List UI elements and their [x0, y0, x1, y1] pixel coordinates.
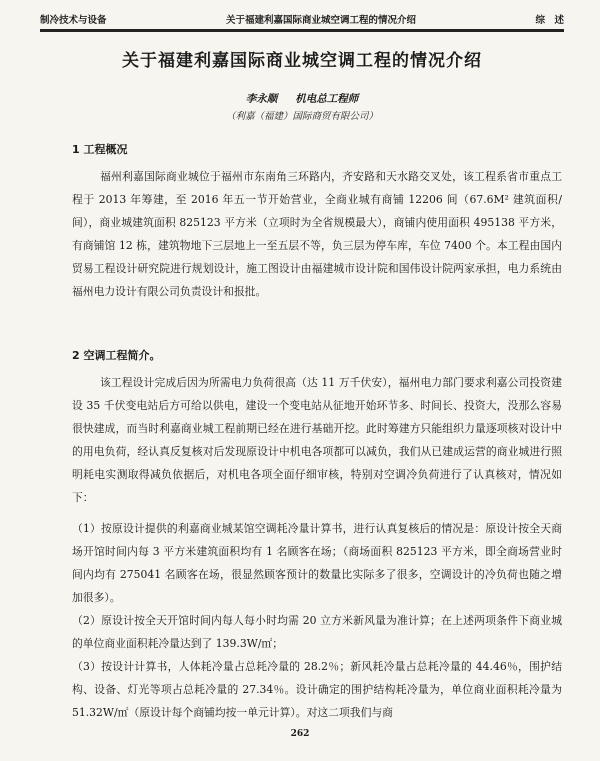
header-section: 综 述 [535, 15, 564, 26]
header-article-title: 关于福建利嘉国际商业城空调工程的情况介绍 [225, 15, 416, 26]
header-rule [40, 31, 564, 32]
author-name: 李永顺 [245, 93, 278, 105]
author-line [40, 91, 564, 106]
section-1-paragraph: 福州利嘉国际商业城位于福州市东南角三环路内，齐安路和天水路交叉处，该工程系省市重点工程于 2013 年筹建，至 2016 年五一节开始营业，全商业城有商铺 12206 间（67.6M² 建筑面积/间），商业城建筑面积 825123 平方米（立项时为全省规模最大），商铺内使用面积 495138 平方米，有商铺馆 12 栋，建筑物地下三层地上一至五层不等，负三层为停车库，车位 7400 个。本工程由国内贸易工程设计研究院进行规划设计，施工图设计由福建城市设计院和国伟设计院两家承担，电力系统由福州电力设计有限公司负责设计和报批。 [72, 170, 562, 299]
header-journal: 制冷技术与设备 [40, 15, 107, 26]
section-heading-1: 1 工程概况 [72, 143, 128, 156]
list-item-1: （1）按原设计提供的利嘉商业城某馆空调耗冷量计算书，进行认真复核后的情况是：原设计按全天商场开馆时间内每 3 平方米建筑面积均有 1 名顾客在场；（商场面积 825123 平方米，即全商场营业时间内均有 275041 名顾客在场，很显然顾客预计的数量比实际多了很多，空调设计的冷负荷也随之增加很多）。 [72, 522, 562, 605]
list-item-3: （3）按设计计算书，人体耗冷量占总耗冷量的 28.2％；新风耗冷量占总耗冷量的 44.46％，围护结构、设备、灯光等项占总耗冷量的 27.34％。设计确定的围护结构耗冷量为，单位商业面积耗冷量为 51.32W/㎡（原设计每个商铺均按一单元计算）。对这二项我们与商 [72, 660, 562, 720]
author-affiliation: （利嘉（福建）国际商贸有限公司） [225, 111, 378, 122]
section-heading-2: 2 空调工程简介。 [72, 349, 161, 362]
page-number: 262 [290, 729, 310, 739]
list-item-2: （2）原设计按全天开馆时间内每人每小时均需 20 立方米新风量为准计算；在上述两项条件下商业城的单位商业面积耗冷量达到了 139.3W/㎡； [72, 614, 562, 651]
author-role: 机电总工程师 [295, 93, 359, 105]
section-2-paragraph: 该工程设计完成后因为所需电力负荷很高（达 11 万千伏安），福州电力部门要求利嘉公司投资建设 35 千伏变电站后方可给以供电，建设一个变电站从征地开始环节多、时间长、投资大，没那么容易很快建成，而当时利嘉商业城工程前期已经在进行基础开挖。此时筹建方只能组织力量逐项核对设计中的用电负荷，经认真反复核对后发现原设计中机电各项都可以减负，我们从已建成运营的商业城进行照明耗电实测取得减负依据后，对机电各项全面仔细审核，特别对空调冷负荷进行了认真核对，情况如下： [72, 376, 562, 505]
running-header [40, 12, 564, 31]
article-title: 关于福建利嘉国际商业城空调工程的情况介绍 [122, 51, 482, 71]
